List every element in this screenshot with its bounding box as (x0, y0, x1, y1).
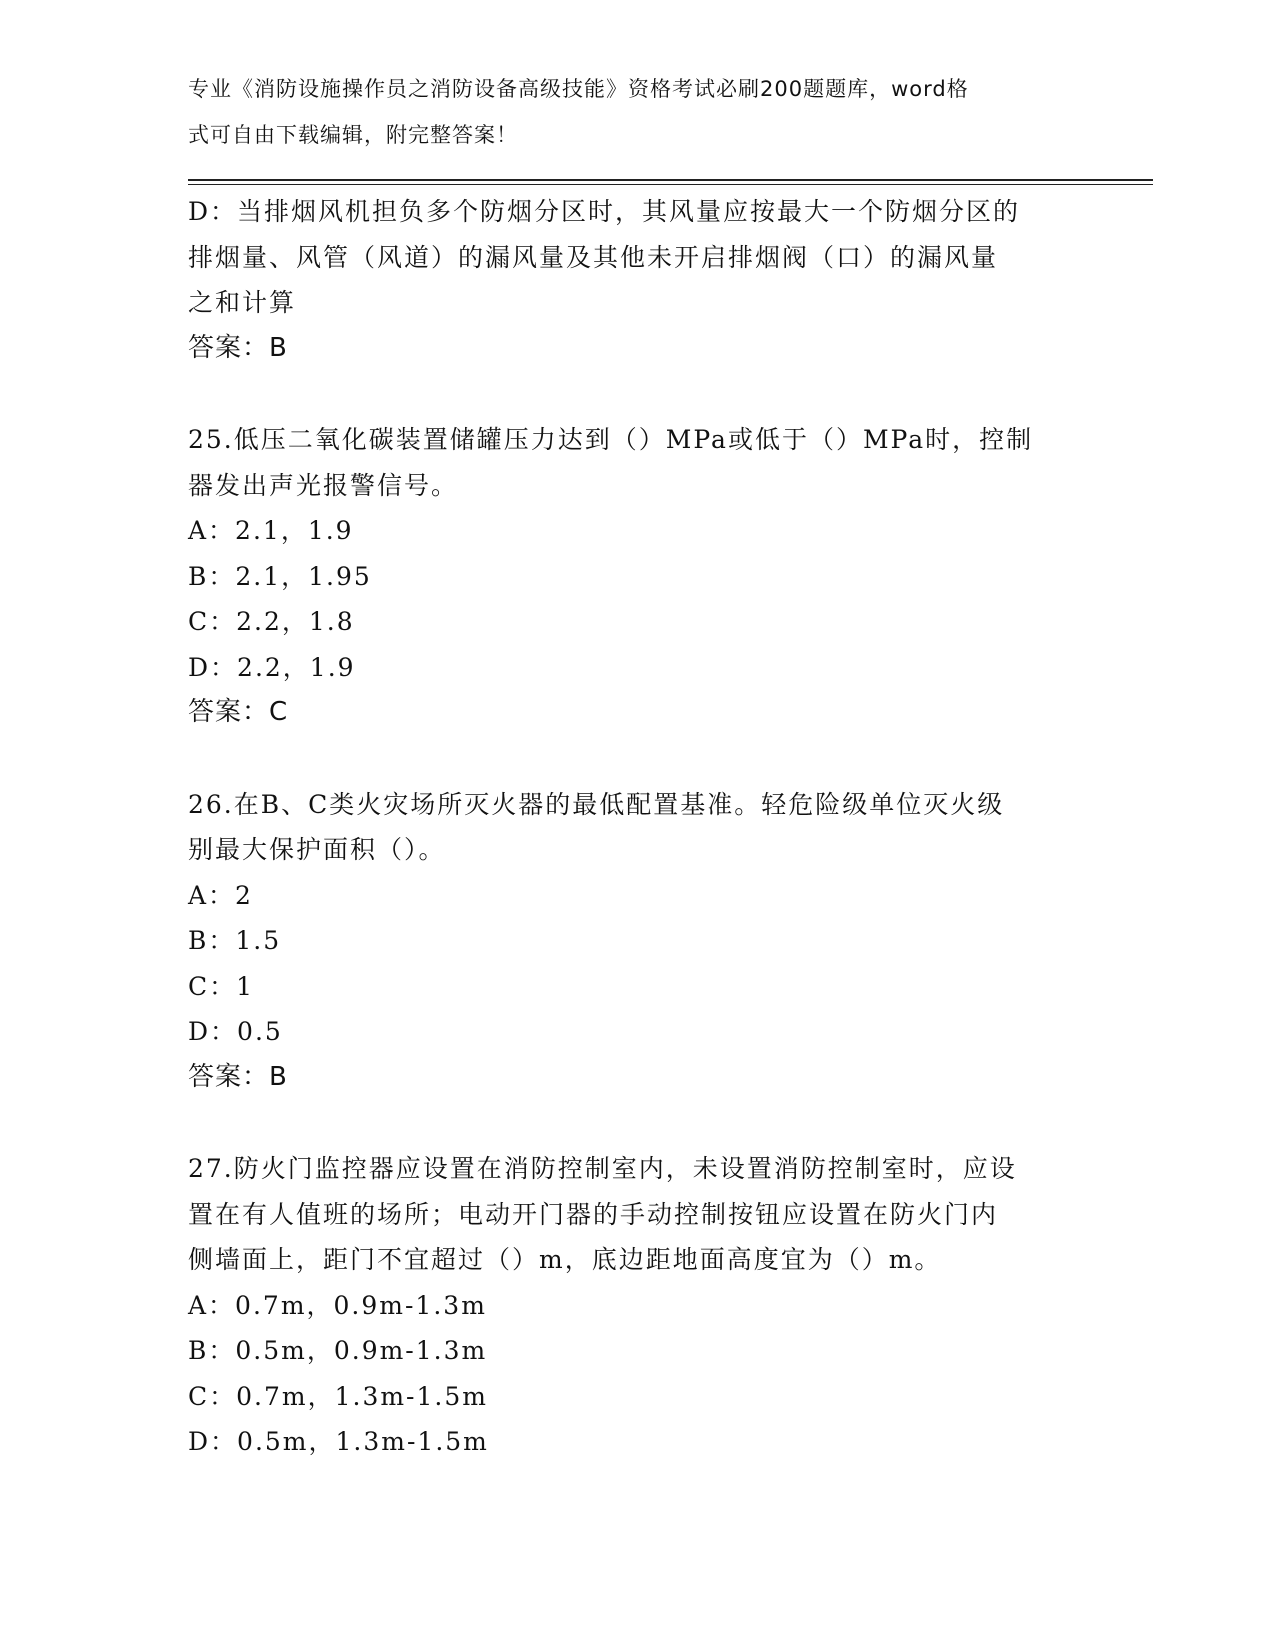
option-d: D：0.5m，1.3m-1.5m (188, 1427, 489, 1456)
question-stem: 侧墙面上，距门不宜超过（）m，底边距地面高度宜为（）m。 (188, 1245, 942, 1274)
question-block (188, 1146, 1088, 1465)
question-stem: 27.防火门监控器应设置在消防控制室内，未设置消防控制室时，应设 (188, 1154, 1017, 1183)
spacer (188, 1100, 1088, 1146)
question-list (188, 189, 1088, 1465)
header-line: 专业《消防设施操作员之消防设备高级技能》资格考试必刷200题题库，word格 (188, 77, 969, 101)
option-b: B：1.5 (188, 926, 282, 955)
question-block (188, 782, 1088, 1101)
question-stem: 置在有人值班的场所；电动开门器的手动控制按钮应设置在防火门内 (188, 1199, 999, 1229)
option-a: A：0.7m，0.9m-1.3m (188, 1290, 487, 1320)
page-header (188, 72, 1088, 163)
header-divider-thin (188, 184, 1153, 185)
question-stem: 器发出声光报警信号。 (188, 470, 459, 500)
question-stem: 25.低压二氧化碳装置储罐压力达到（）MPa或低于（）MPa时，控制 (188, 425, 1034, 454)
option-b: B：0.5m，0.9m-1.3m (188, 1336, 488, 1365)
option-line: 排烟量、风管（风道）的漏风量及其他未开启排烟阀（口）的漏风量 (188, 242, 999, 272)
option-line: 之和计算 (188, 288, 297, 317)
option-a: A：2.1，1.9 (188, 516, 354, 545)
option-d: D：0.5 (188, 1017, 283, 1046)
option-b: B：2.1，1.95 (188, 561, 372, 591)
spacer (188, 371, 1088, 417)
header-line: 式可自由下载编辑，附完整答案！ (188, 122, 518, 147)
question-stem: 26.在B、C类火灾场所灭火器的最低配置基准。轻危险级单位灭火级 (188, 789, 1005, 819)
option-c: C：2.2，1.8 (188, 607, 355, 636)
question-block (188, 189, 1088, 371)
option-c: C：0.7m，1.3m-1.5m (188, 1381, 488, 1411)
answer-line: 答案：C (188, 697, 289, 727)
question-stem: 别最大保护面积（）。 (188, 835, 446, 864)
option-c: C：1 (188, 971, 255, 1001)
option-line: D：当排烟风机担负多个防烟分区时，其风量应按最大一个防烟分区的 (188, 197, 1021, 226)
answer-line: 答案：B (188, 332, 288, 363)
option-a: A：2 (188, 880, 253, 910)
header-divider (188, 179, 1153, 181)
option-d: D：2.2，1.9 (188, 652, 356, 682)
question-block (188, 417, 1088, 736)
answer-line: 答案：B (188, 1061, 288, 1092)
spacer (188, 736, 1088, 782)
